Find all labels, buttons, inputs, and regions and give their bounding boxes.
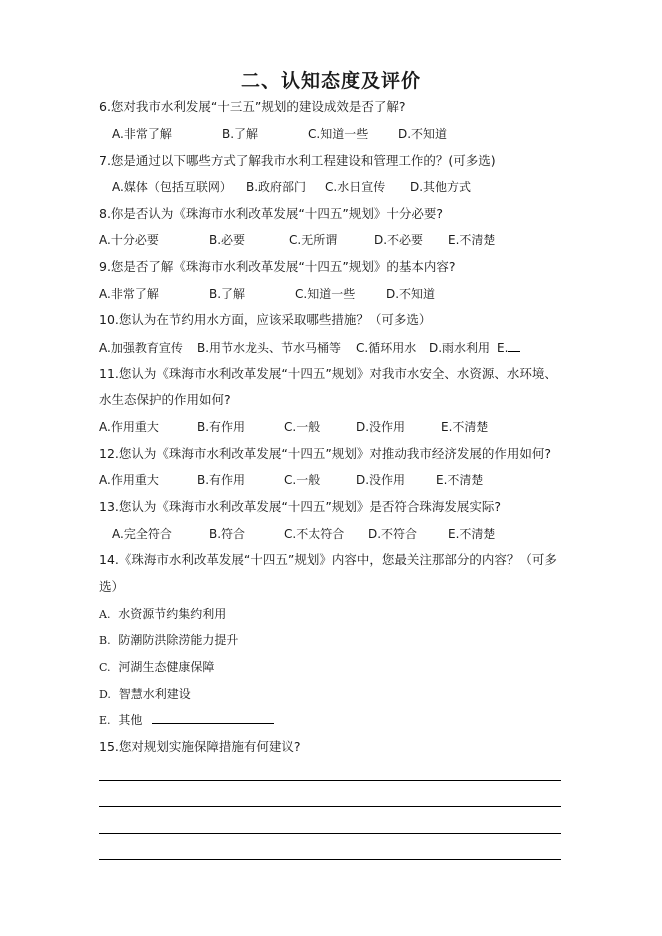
answer-line-3[interactable] [99, 833, 561, 834]
q14-option-e[interactable] [99, 712, 274, 729]
q7-option-a[interactable]: A.媒体（包括互联网） [112, 180, 232, 194]
q6-option-c[interactable]: C.知道一些 [308, 127, 369, 141]
question-7: 7.您是通过以下哪些方式了解我市水利工程建设和管理工作的？(可多选) [99, 153, 496, 168]
q10-option-e-blank[interactable] [508, 343, 520, 352]
question-15: 15.您对规划实施保障措施有何建议? [99, 739, 301, 754]
q14-option-d[interactable] [99, 686, 191, 703]
q14-other-input-line[interactable] [152, 713, 274, 724]
q14-option-c-mark: C. [99, 661, 111, 674]
q9-option-a[interactable]: A.非常了解 [99, 287, 159, 301]
question-14-line-1: 14.《珠海市水利改革发展“十四五”规划》内容中，您最关注那部分的内容？（可多 [99, 552, 557, 567]
q7-option-c[interactable]: C.水日宣传 [325, 180, 386, 194]
q9-option-b[interactable]: B.了解 [209, 287, 246, 301]
q12-option-b[interactable]: B.有作用 [197, 473, 246, 487]
q14-option-e-label: 其他 [118, 713, 143, 727]
question-13: 13.您认为《珠海市水利改革发展“十四五”规划》是否符合珠海发展实际? [99, 499, 501, 514]
q14-option-b-label: 防潮防洪除涝能力提升 [118, 633, 239, 647]
q14-option-b-mark: B. [99, 634, 111, 647]
question-14-line-2: 选） [99, 579, 125, 594]
q14-option-d-mark: D. [99, 688, 111, 701]
q12-option-e[interactable]: E.不清楚 [436, 473, 484, 487]
q10-option-c[interactable]: C.循环用水 [356, 341, 417, 355]
q8-option-c[interactable]: C.无所谓 [289, 233, 338, 247]
q14-option-a-label: 水资源节约集约利用 [118, 607, 227, 621]
q13-option-e[interactable]: E.不清楚 [448, 527, 496, 541]
question-6: 6.您对我市水利发展“十三五”规划的建设成效是否了解? [99, 99, 406, 114]
q11-option-e[interactable]: E.不清楚 [441, 420, 489, 434]
q13-option-a[interactable]: A.完全符合 [112, 527, 172, 541]
q8-option-b[interactable]: B.必要 [209, 233, 246, 247]
q8-option-e[interactable]: E.不清楚 [448, 233, 496, 247]
q11-option-d[interactable]: D.没作用 [356, 420, 406, 434]
q8-option-a[interactable]: A.十分必要 [99, 233, 159, 247]
question-8: 8.你是否认为《珠海市水利改革发展“十四五”规划》十分必要? [99, 206, 444, 221]
q7-option-b[interactable]: B.政府部门 [246, 180, 307, 194]
q10-option-b[interactable]: B.用节水龙头、节水马桶等 [197, 341, 342, 355]
q14-option-a-mark: A. [99, 608, 111, 621]
q12-option-a[interactable]: A.作用重大 [99, 473, 159, 487]
q10-option-e[interactable] [497, 340, 520, 356]
q10-option-d[interactable]: D.雨水利用 [429, 341, 491, 355]
q13-option-b[interactable]: B.符合 [209, 527, 246, 541]
q14-option-b[interactable] [99, 632, 238, 649]
q10-option-e-label: E. [497, 341, 509, 355]
answer-line-4[interactable] [99, 859, 561, 860]
q6-option-b[interactable]: B.了解 [222, 127, 259, 141]
q10-option-a[interactable]: A.加强教育宣传 [99, 341, 183, 355]
q12-option-d[interactable]: D.没作用 [356, 473, 406, 487]
answer-line-1[interactable] [99, 780, 561, 781]
question-11-line-1: 11.您认为《珠海市水利改革发展“十四五”规划》对我市水安全、水资源、水环境、 [99, 366, 557, 381]
q9-option-c[interactable]: C.知道一些 [295, 287, 356, 301]
q6-option-d[interactable]: D.不知道 [398, 127, 448, 141]
q8-option-d[interactable]: D.不必要 [374, 233, 424, 247]
q11-option-b[interactable]: B.有作用 [197, 420, 246, 434]
q14-option-a[interactable] [99, 606, 226, 623]
question-10: 10.您认为在节约用水方面，应该采取哪些措施？（可多选） [99, 312, 432, 327]
q14-option-c-label: 河湖生态健康保障 [118, 660, 215, 674]
q11-option-c[interactable]: C.一般 [284, 420, 321, 434]
section-title: 二、认知态度及评价 [240, 70, 421, 92]
q13-option-d[interactable]: D.不符合 [368, 527, 418, 541]
q14-option-c[interactable] [99, 659, 214, 676]
q13-option-c[interactable]: C.不太符合 [284, 527, 345, 541]
q9-option-d[interactable]: D.不知道 [386, 287, 436, 301]
answer-line-2[interactable] [99, 806, 561, 807]
q14-option-d-label: 智慧水利建设 [118, 687, 191, 701]
q6-option-a[interactable]: A.非常了解 [112, 127, 172, 141]
question-11-line-2: 水生态保护的作用如何? [99, 392, 231, 407]
q7-option-d[interactable]: D.其他方式 [410, 180, 472, 194]
q11-option-a[interactable]: A.作用重大 [99, 420, 159, 434]
q12-option-c[interactable]: C.一般 [284, 473, 321, 487]
q14-option-e-mark: E. [99, 714, 111, 727]
question-12: 12.您认为《珠海市水利改革发展“十四五”规划》对推动我市经济发展的作用如何? [99, 446, 551, 461]
question-9: 9.您是否了解《珠海市水利改革发展“十四五”规划》的基本内容? [99, 259, 456, 274]
